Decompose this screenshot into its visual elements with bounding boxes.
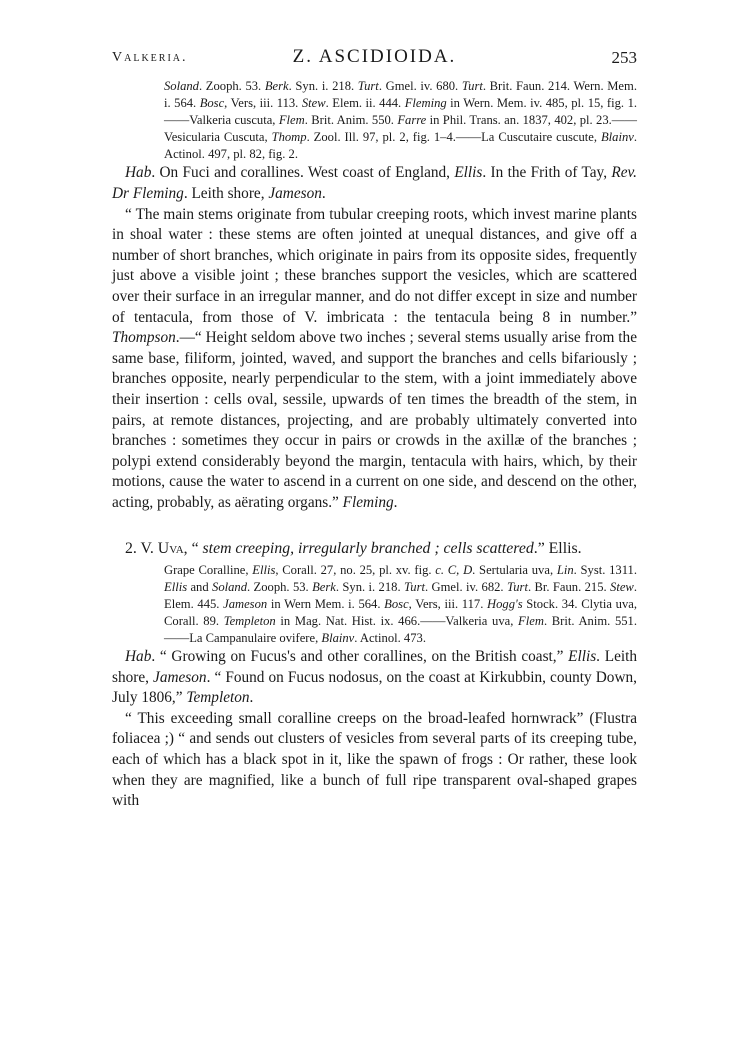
text-run: . On Fuci and corallines. West coast of England, — [151, 164, 455, 182]
italic-text: Stew — [301, 96, 326, 111]
italic-text: Berk — [312, 579, 336, 594]
text-run: . Syn. i. 218. — [288, 79, 358, 93]
italic-text: Soland — [212, 579, 248, 594]
italic-text: Fleming — [404, 96, 447, 111]
italic-text: Ellis — [568, 648, 597, 666]
text-run: , Vers, iii. 117. — [408, 596, 488, 611]
text-run: . Leith shore, — [112, 648, 638, 686]
italic-text: Fleming — [342, 493, 394, 511]
text-run: . “ Found on Fucus nodosus, on the coast at Kirkubbin, county Down, July 1806,” — [112, 668, 637, 707]
synonymy-references — [164, 562, 637, 647]
text-run: . Elem. ii. 444. — [325, 96, 405, 111]
text-run: . Elem. 445. — [164, 579, 637, 611]
text-run: in Mag. Nat. Hist. ix. 466.——Valkeria uva, — [275, 613, 519, 628]
italic-text: Turt — [403, 579, 425, 594]
italic-text: Turt — [357, 79, 379, 93]
text-run: . Gmel. iv. 682. — [424, 579, 507, 594]
text-run: in Phil. Trans. an. 1837, 402, pl. 23.——Vesicularia Cuscuta, — [164, 113, 637, 145]
text-run: . Zooph. 53. — [247, 579, 313, 594]
text-run: .” Ellis. — [533, 539, 582, 557]
text-run: 2. V. — [125, 539, 158, 557]
text-run: , Vers, iii. 113. — [224, 96, 302, 111]
italic-text: Jameson — [153, 668, 207, 686]
italic-text: stem creeping, irregularly branched ; cells scattered — [202, 539, 534, 557]
synonymy-references — [164, 78, 637, 163]
text-run: . Brit. Anim. 551.——La Campanulaire ovifere, — [164, 613, 638, 645]
species-heading-v-uva — [112, 538, 637, 559]
text-run: . Syst. 1311. — [573, 562, 637, 577]
italic-text: Flem — [518, 613, 544, 628]
running-head-order: Z. ASCIDIOIDA. — [292, 46, 457, 67]
italic-text: Jameson — [268, 185, 322, 203]
italic-text: Templeton — [223, 613, 276, 628]
text-run: . “ Growing on Fucus's and other corallines, on the British coast,” — [151, 648, 569, 666]
text-run: . Actinol. 497, pl. 82, fig. 2. — [164, 130, 638, 162]
habitat-paragraph — [112, 163, 637, 204]
text-run: . — [321, 185, 326, 203]
text-run: , “ — [183, 539, 203, 557]
text-run: .—“ Height seldom above two inches ; several stems usually arise from the same base, filiform, jointed, waved, and support the branches and cells bifariously ; branches opposite, nearly perpendicular to the stem, with a joint immediately above their insertion : cells oval, sessile, upwards of ten times the breadth of the stem, in pairs, at remote distances, projecting, and are probably ultimately converted into branches : sometimes they occur in pairs or crowds in the axillæ of the branches ; polypi extend considerably beyond the margin, tentacula with hairs, which, by their motions, cause the water to ascend in a current on one side, and descend on the other, acting, probably, as aërating organs.” — [112, 329, 637, 511]
italic-text: Ellis — [252, 562, 276, 577]
description-paragraph — [112, 709, 637, 812]
italic-text: Hab — [125, 648, 152, 666]
text-run: . Gmel. iv. 680. — [378, 79, 462, 93]
text-run: . — [249, 689, 254, 707]
italic-text: Stew — [610, 579, 634, 594]
text-run: . Brit. Anim. 550. — [304, 113, 398, 128]
italic-text: Thomp — [271, 130, 307, 145]
text-run: and — [187, 579, 213, 594]
text-run: in Wern Mem. i. 564. — [267, 596, 385, 611]
italic-text: Thompson — [112, 329, 176, 347]
italic-text: Bosc — [384, 596, 409, 611]
italic-text: Hab — [125, 164, 152, 182]
text-run: “ This exceeding small coralline creeps on the broad-leafed hornwrack” (Flustra foliacea ;) “ and sends out clusters of vesicles from several parts of its creeping tube, each of which has a black spot in it, like the spawn of frogs : Or rather, these look when they are magnified, like a bunch of full ripe transparent oval-shaped grapes with — [112, 709, 637, 810]
italic-text: Ellis — [164, 579, 188, 594]
italic-text: Jameson — [223, 596, 268, 611]
italic-text: Rev. Dr Fleming — [112, 164, 637, 203]
text-run: Stock. 34. Clytia uva, Corall. 89. — [164, 596, 637, 628]
text-run: , Corall. 27, no. 25, pl. xv. fig. — [275, 562, 436, 577]
italic-text: Blainv — [321, 630, 355, 645]
italic-text: Blainv — [600, 130, 634, 145]
text-run: . Leith shore, — [183, 185, 269, 203]
italic-text: Ellis — [454, 164, 483, 182]
text-run: . Zool. Ill. 97, pl. 2, fig. 1–4.——La Cuscutaire cuscute, — [306, 130, 601, 145]
italic-text: Lin — [556, 562, 574, 577]
italic-text: Soland — [164, 79, 199, 93]
text-run: “ The main stems originate from tubular creeping roots, which invest marine plants in shoal water : these stems are often jointed at unequal distances, and give off a number of short branches, which originate in pairs from its opposite sides, frequently just above a visible joint ; these branches support the vesicles, which are scattered over their surface in an irregular manner, and do not differ except in size and number of tentacula, from those of V. imbricata : the tentacula being 8 in number.” — [112, 205, 637, 326]
page-number: 253 — [611, 48, 637, 67]
text-run: . Zooph. 53. — [198, 79, 265, 93]
running-head-genus: Valkeria. — [112, 50, 188, 65]
italic-text: Templeton — [186, 689, 250, 707]
running-header — [112, 46, 637, 72]
italic-text: c. C, D — [435, 562, 473, 577]
italic-text: Berk — [264, 79, 289, 93]
italic-text: Turt — [506, 579, 528, 594]
small-caps-text: Uva — [157, 539, 184, 557]
page-body — [112, 78, 637, 812]
italic-text: Turt — [461, 79, 483, 93]
text-run: . Br. Faun. 215. — [527, 579, 611, 594]
italic-text: Flem — [278, 113, 305, 128]
text-run: . In the Frith of Tay, — [482, 164, 612, 182]
text-run: Grape Coralline, — [164, 562, 253, 577]
italic-text: Farre — [397, 113, 427, 128]
habitat-paragraph — [112, 647, 637, 709]
text-run: . Brit. Faun. 214. Wern. Mem. i. 564. — [164, 79, 637, 111]
description-paragraph — [112, 205, 637, 514]
text-run: in Wern. Mem. iv. 485, pl. 15, fig. 1.——Valkeria cuscuta, — [164, 96, 638, 128]
text-run: . Actinol. 473. — [354, 630, 426, 645]
italic-text: Bosc — [199, 96, 225, 111]
italic-text: Hogg's — [487, 596, 523, 611]
text-run: . — [393, 493, 398, 511]
text-run: . Sertularia uva, — [472, 562, 557, 577]
text-run: . Syn. i. 218. — [335, 579, 404, 594]
